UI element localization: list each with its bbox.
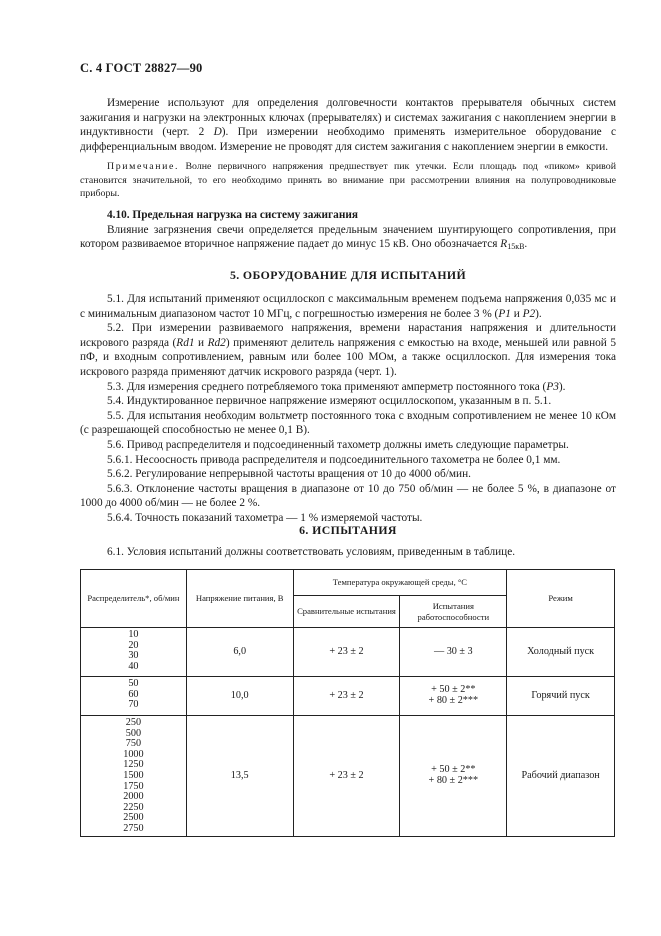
para-5-1: 5.1. Для испытаний применяют осциллоскоп с максимальным временем подъема напряжения 0,035 мс и с минимальным диапазоном частот 10 МГц, с погрешностью измерения не более 3 % (P1 и P2). (80, 293, 616, 320)
para-5-3: 5.3. Для измерения среднего потребляемого тока применяют амперметр постоянного тока (P3). (107, 380, 566, 393)
para-6-1: 6.1. Условия испытаний должны соответствовать условиям, приведенным в таблице. (107, 546, 516, 558)
header-performance: Испытания работоспособности (400, 596, 507, 628)
para-5-6-1: 5.6.1. Несоосность привода распределителя и подсоединительного тахометра не более 0,1 мм. (107, 453, 561, 466)
section-4-10-text: Влияние загрязнения свечи определяется предельным значением шунтирующего сопротивления, при котором развиваемое вторичное напряжение падает до минус 15 кВ. Оно обозначается $R_{15кВ}$. (80, 223, 616, 252)
intro-paragraph: Измерение используют для определения долговечности контактов прерывателя обычных систем зажигания и нагрузки на электронных ключах (прерывателях) и системах зажигания с накоплением энергии в индуктивности (черт. 2 D). При измерении необходимо применять измерительное оборудование с дифференциальным вводом. Измерение не проводят для систем зажигания с накоплением энергии в емкости. (80, 97, 616, 153)
header-distributor: Распределитель*, об/мин (81, 570, 187, 628)
performance-cell: — 30 ± 3 (400, 628, 507, 677)
section-6-body (80, 545, 616, 560)
section-5-body (80, 292, 616, 526)
section-4-10-heading: 4.10. Предельная нагрузка на систему зажигания (107, 209, 358, 221)
table-row (81, 677, 615, 716)
section-6-title: 6. ИСПЫТАНИЯ (299, 523, 397, 537)
table-row (81, 628, 615, 677)
note-paragraph: Примечание. Волне первичного напряжения предшествует пик утечки. Если площадь под «пиком» кривой становится значительной, то его необходимо принять во внимание при рассмотрении влияния на полупроводниковые приборы. (80, 161, 616, 199)
mode-cell: Рабочий диапазон (507, 716, 615, 837)
performance-cell: + 50 ± 2** + 80 ± 2*** (400, 716, 507, 837)
voltage-cell: 10,0 (186, 677, 293, 716)
rpm-cell: 50 60 70 (81, 677, 187, 716)
header-temperature: Температура окружающей среды, °С (293, 570, 507, 596)
para-5-6-3: 5.6.3. Отклонение частоты вращения в диапазоне от 10 до 750 об/мин — не более 5 %, в диапазоне от 1000 до 4000 об/мин — не более 2 %. (80, 482, 616, 510)
mode-cell: Горячий пуск (507, 677, 615, 716)
voltage-cell: 6,0 (186, 628, 293, 677)
para-5-5: 5.5. Для испытания необходим вольтметр постоянного тока с входным сопротивлением не менее 10 кОм (с разрешающей способностью не менее 0,1 В). (80, 409, 616, 437)
header-voltage: Напряжение питания, В (186, 570, 293, 628)
header-comparative: Сравнительные испытания (293, 596, 400, 628)
para-5-4: 5.4. Индуктированное первичное напряжение измеряют осциллоскопом, указанным в п. 5.1. (107, 395, 552, 408)
para-5-6: 5.6. Привод распределителя и подсоединенный тахометр должны иметь следующие параметры. (107, 438, 569, 451)
rpm-cell: 10 20 30 40 (81, 628, 187, 677)
comparative-cell: + 23 ± 2 (293, 628, 400, 677)
test-conditions-table (80, 569, 615, 837)
intro-block (80, 96, 616, 200)
para-5-6-4: 5.6.4. Точность показаний тахометра — 1 % измеряемой частоты. (107, 511, 423, 524)
para-5-6-2: 5.6.2. Регулирование непрерывной частоты вращения от 10 до 4000 об/мин. (107, 468, 471, 481)
voltage-cell: 13,5 (186, 716, 293, 837)
rpm-cell: 250 500 750 1000 1250 1500 1750 2000 2250 2500 2750 (81, 716, 187, 837)
para-5-2: 5.2. При измерении развиваемого напряжения, времени нарастания напряжения и длительности искрового разряда (Rd1 и Rd2) применяют делитель напряжения с емкостью на входе, меньшей или равной 5 пФ, и входным сопротивлением, равным или более 100 МОм, а также осциллоскоп. Для измерения тока искрового разряда применяют датчик искрового разряда (черт. 1). (80, 322, 616, 378)
section-5-title: 5. ОБОРУДОВАНИЕ ДЛЯ ИСПЫТАНИЙ (229, 268, 467, 282)
comparative-cell: + 23 ± 2 (293, 716, 400, 837)
table-row (81, 716, 615, 837)
page-header: С. 4 ГОСТ 28827—90 (80, 61, 203, 75)
note-label: Примечание. (107, 161, 180, 173)
header-mode: Режим (507, 570, 615, 628)
performance-cell: + 50 ± 2** + 80 ± 2*** (400, 677, 507, 716)
comparative-cell: + 23 ± 2 (293, 677, 400, 716)
mode-cell: Холодный пуск (507, 628, 615, 677)
section-4-10 (80, 208, 616, 252)
